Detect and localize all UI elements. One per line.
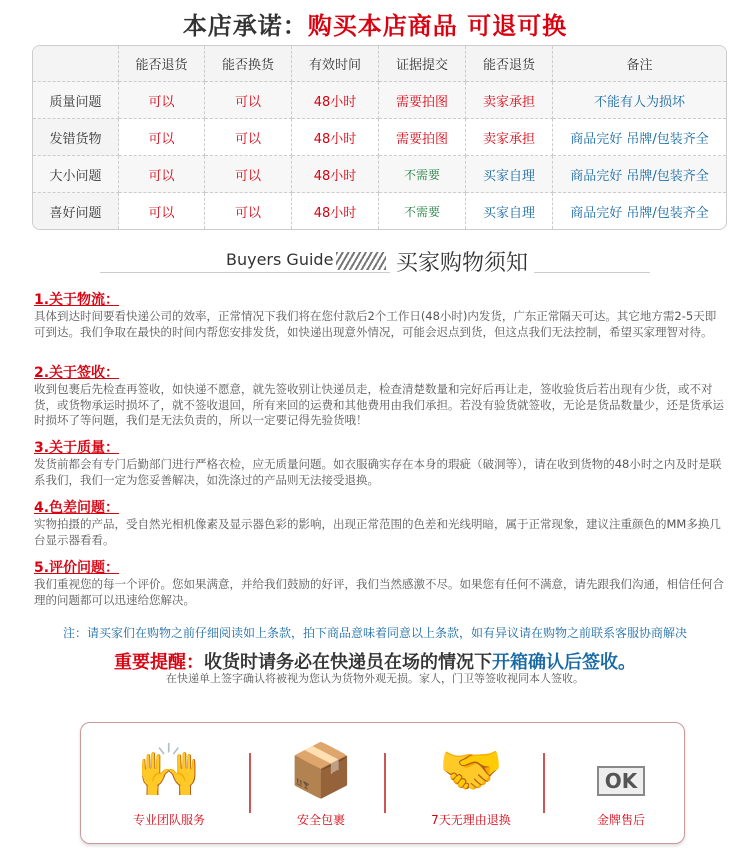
table-header xyxy=(33,46,726,82)
service-label: 专业团队服务 xyxy=(132,813,205,827)
cell: 可以 xyxy=(205,119,292,156)
buyers-guide-heading xyxy=(0,250,750,280)
cell: 商品完好 吊牌/包装齐全 xyxy=(553,156,726,193)
service-label: 安全包裹 xyxy=(296,813,345,827)
section-quality xyxy=(34,439,724,488)
service-exchange xyxy=(401,723,541,843)
cell: 需要拍图 xyxy=(379,119,466,156)
header-cell: 有效时间 xyxy=(292,46,379,82)
reminder-text: 收货时请务必在快递员在场的情况下 xyxy=(204,652,492,673)
section-signing xyxy=(34,364,724,429)
section-title: 3.关于质量： xyxy=(34,440,120,456)
divider xyxy=(543,753,545,813)
row-label: 质量问题 xyxy=(33,82,119,119)
cell: 可以 xyxy=(119,156,205,193)
divider xyxy=(100,272,650,273)
cell: 卖家承担 xyxy=(466,119,553,156)
cell: 不需要 xyxy=(379,193,466,229)
reminder-subtext: 在快递单上签字确认将被视为您认为货物外观无损。家人，门卫等签收视同本人签收。 xyxy=(166,672,584,685)
cell: 需要拍图 xyxy=(379,82,466,119)
exchange-icon: 🤝 xyxy=(438,741,504,801)
cell: 可以 xyxy=(119,82,205,119)
service-package xyxy=(251,723,391,843)
cell: 不能有人为损坏 xyxy=(553,82,726,119)
cell: 商品完好 吊牌/包装齐全 xyxy=(553,119,726,156)
section-logistics xyxy=(34,291,724,340)
service-label: 7天无理由退换 xyxy=(431,813,511,827)
terms-note: 注：请买家们在购物之前仔细阅读如上条款，拍下商品意味着同意以上条款，如有异议请在购物之前联系客服协商解决 xyxy=(62,626,687,640)
row-label: 发错货物 xyxy=(33,119,119,156)
row-label: 大小问题 xyxy=(33,156,119,193)
guide-title-cn: 买家购物须知 xyxy=(390,246,534,277)
reminder-highlight: 开箱确认后签收。 xyxy=(492,652,636,673)
header-cell: 备注 xyxy=(553,46,726,82)
header-cell xyxy=(33,46,119,82)
section-body: 我们重视您的每一个评价。您如果满意，并给我们鼓励的好评，我们当然感激不尽。如果您有任何不满意，请先跟我们沟通，相信任何合理的问题都可以迅速给您解决。 xyxy=(34,577,724,607)
ok-sign-icon: OK xyxy=(551,731,691,811)
service-banner xyxy=(80,722,685,844)
page-title: 本店承诺：购买本店商品 可退可换 xyxy=(182,12,568,40)
section-title: 4.色差问题： xyxy=(34,500,120,516)
cell: 可以 xyxy=(205,193,292,229)
cell: 商品完好 吊牌/包装齐全 xyxy=(570,205,709,221)
header-cell: 能否退货 xyxy=(119,46,205,82)
service-team xyxy=(99,723,239,843)
reminder-label: 重要提醒： xyxy=(114,652,204,673)
package-icon: 📦 xyxy=(288,741,354,801)
section-review xyxy=(34,559,724,608)
stripes-decoration xyxy=(336,252,386,270)
cell: 买家自理 xyxy=(466,156,553,193)
section-color xyxy=(34,499,724,548)
team-icon: 🙌 xyxy=(136,741,202,801)
section-title: 1.关于物流： xyxy=(34,292,120,308)
cell: 不需要 xyxy=(379,156,466,193)
cell: 可以 xyxy=(119,119,205,156)
service-label: 金牌售后 xyxy=(596,813,645,827)
cell: 卖家承担 xyxy=(466,82,553,119)
cell: 可以 xyxy=(119,193,205,229)
cell: 48小时 xyxy=(292,193,379,229)
row-label: 喜好问题 xyxy=(33,193,119,229)
section-body: 具体到达时间要看快递公司的效率，正常情况下我们将在您付款后2个工作日(48小时)内发货，广东正常隔天可达。其它地方需2-5天即可到达。我们争取在最快的时间内帮您安排发货，如快递出现意外情况，可能会迟点到货，但这点我们无法控制，希望买家理智对待。 xyxy=(34,309,717,339)
cell: 48小时 xyxy=(292,82,379,119)
header-cell: 能否退货 xyxy=(466,46,553,82)
cell: 买家自理 xyxy=(466,193,553,229)
table-row xyxy=(33,156,726,193)
section-body: 发货前都会有专门后勤部门进行严格衣检，应无质量问题。如衣服确实存在本身的瑕疵（破洞等），请在收到货物的48小时之内及时是联系我们，我们一定为您妥善解决，如洗涤过的产品则无法接受退换。 xyxy=(34,457,722,487)
service-aftersales xyxy=(551,723,691,843)
cell: 48小时 xyxy=(292,156,379,193)
section-title: 2.关于签收： xyxy=(34,365,120,381)
section-body: 实物拍摄的产品，受自然光相机像素及显示器色彩的影响，出现正常范围的色差和光线明暗，属于正常现象，建议注重颜色的MM多换几台显示器看看。 xyxy=(34,517,721,547)
cell: 可以 xyxy=(205,82,292,119)
section-body: 收到包裹后先检查再签收，如快递不愿意，就先签收别让快递员走，检查清楚数量和完好后再让走，签收验货后若出现有少货，或不对货，或货物承运时损坏了，就不签收退回，所有来回的运费和其他费用由我们承担。若没有验货就签收，无论是货品数量少，还是货承运时损坏了等问题，我们是无法负责的，所以一定要记得先验货哦！ xyxy=(34,382,724,427)
divider xyxy=(384,753,386,813)
table-row xyxy=(33,193,726,229)
return-policy-table xyxy=(32,45,727,230)
header-cell: 能否换货 xyxy=(205,46,292,82)
guide-title-en: Buyers Guide xyxy=(222,250,337,269)
table-row xyxy=(33,119,726,156)
table-row xyxy=(33,82,726,119)
cell: 48小时 xyxy=(292,119,379,156)
cell: 可以 xyxy=(205,156,292,193)
header-cell: 证据提交 xyxy=(379,46,466,82)
section-title: 5.评价问题： xyxy=(34,560,120,576)
